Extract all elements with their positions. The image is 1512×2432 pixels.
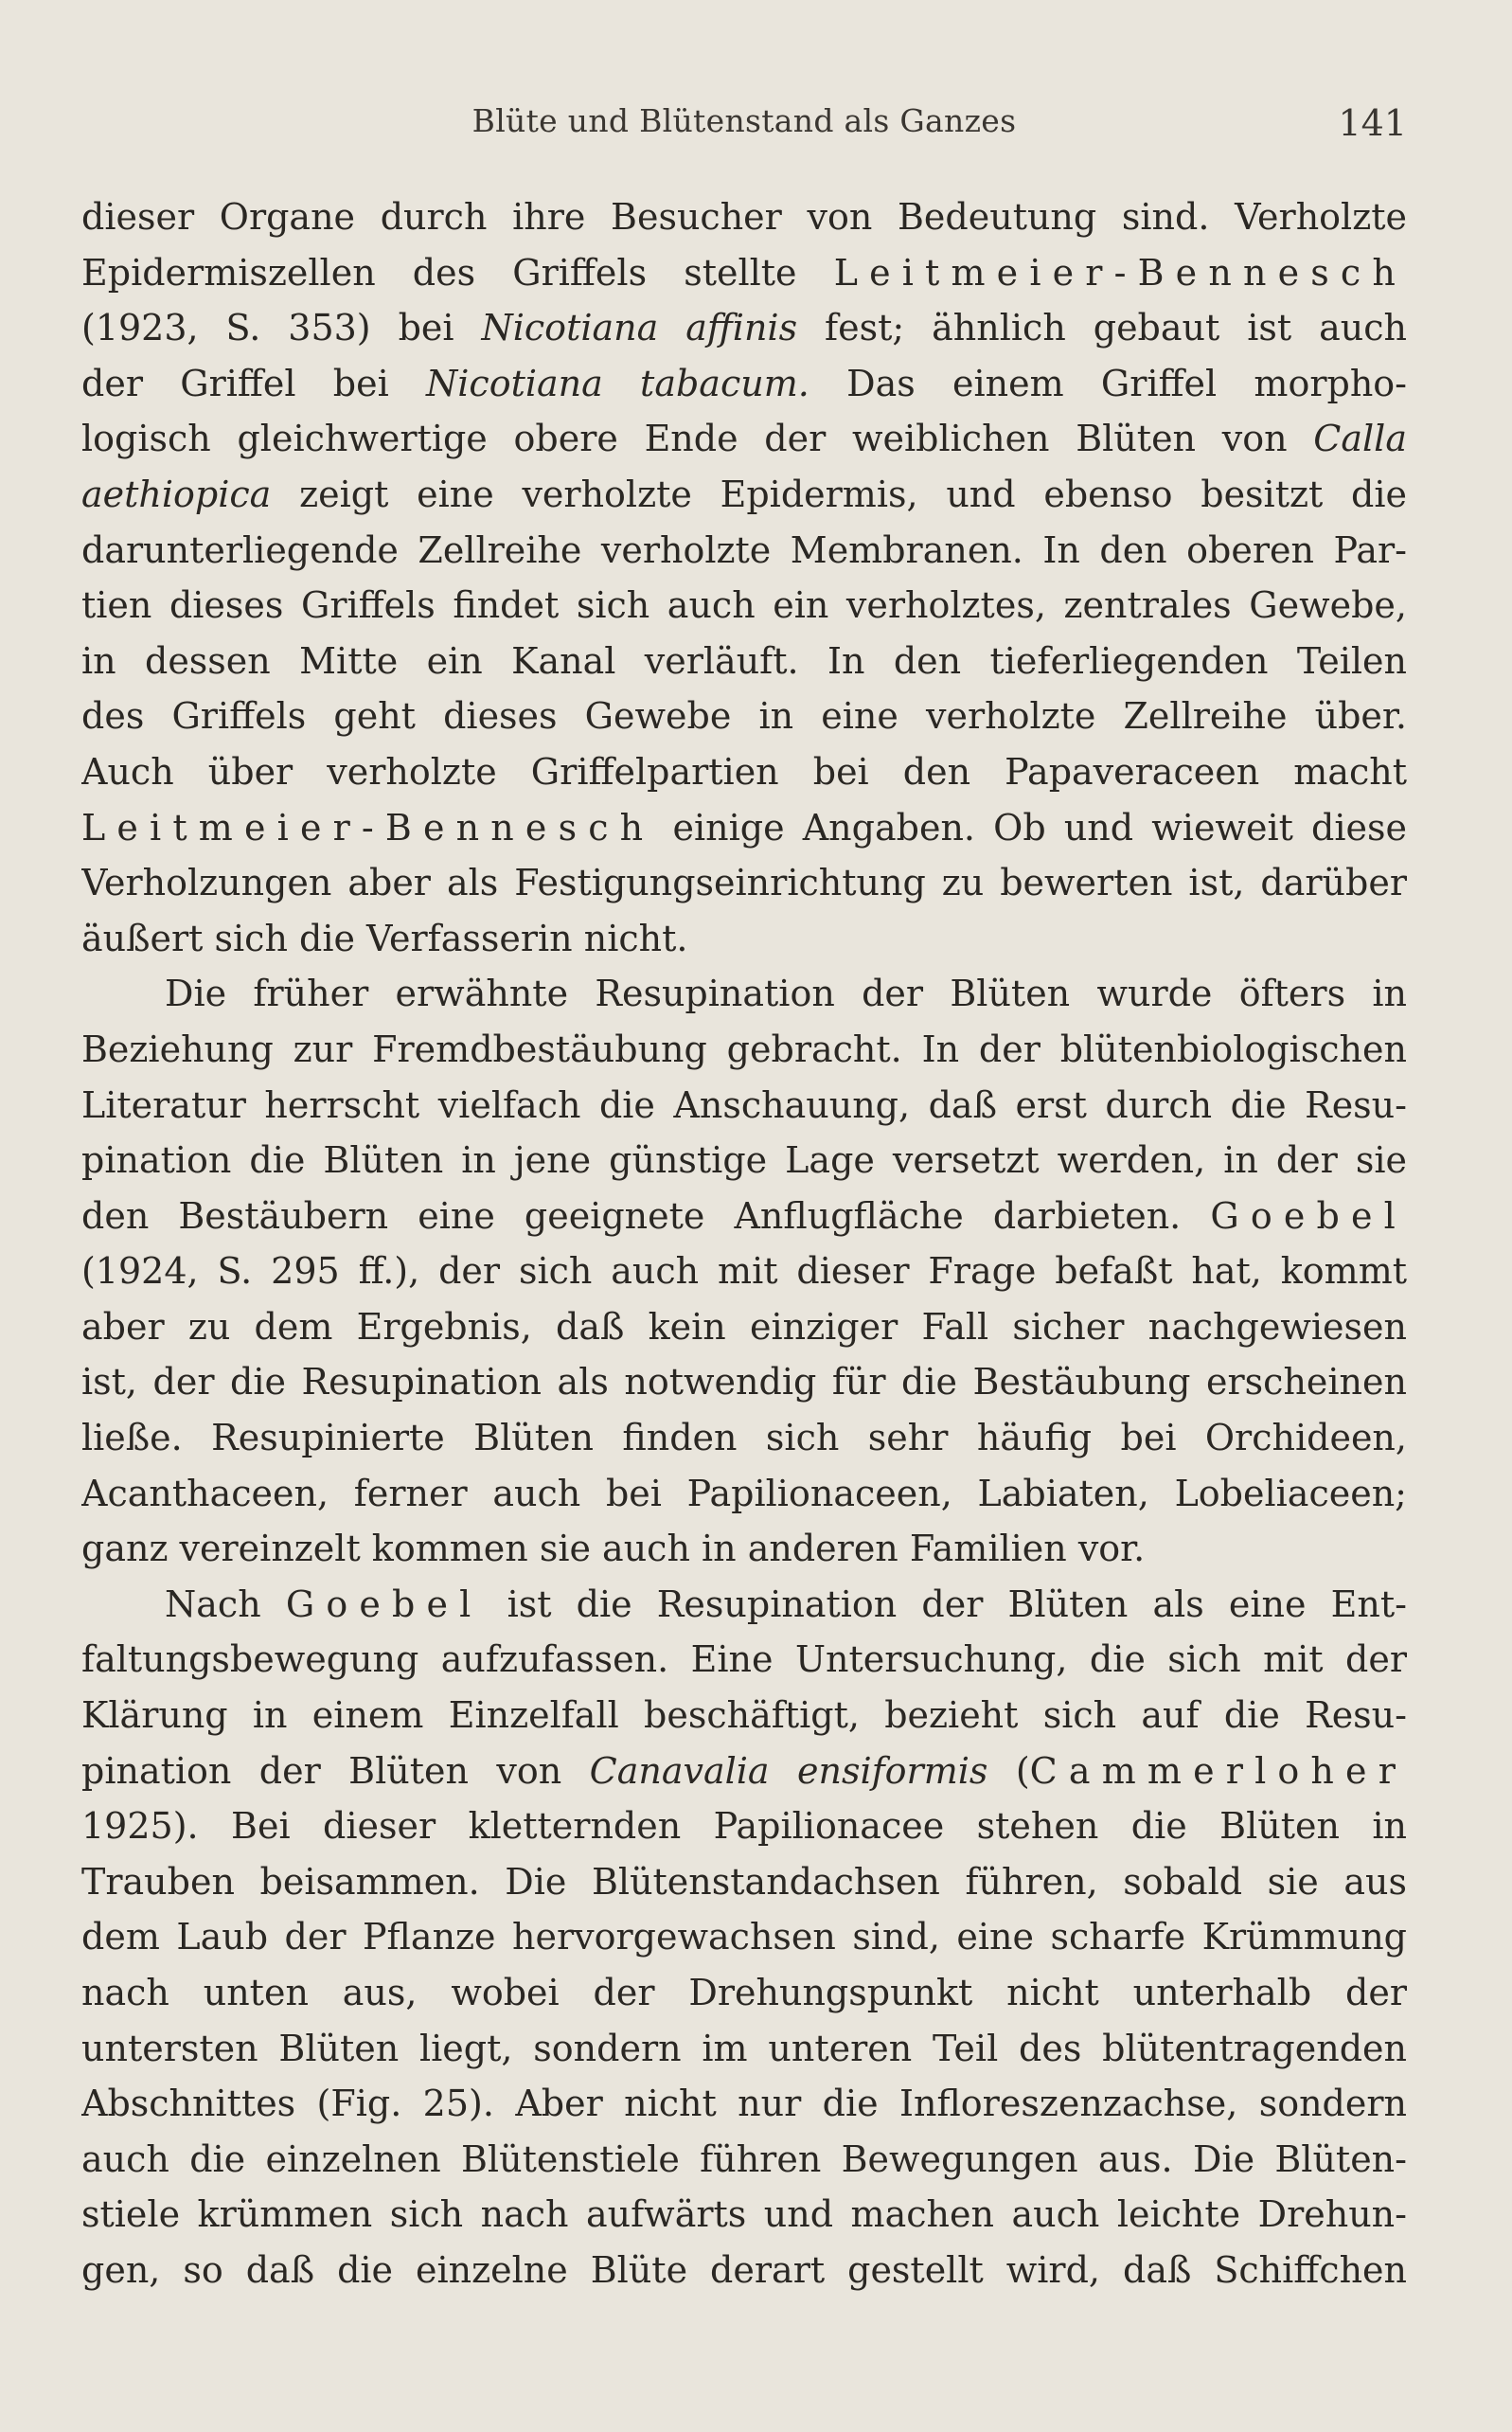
text-run: stiele krümmen sich nach aufwärts und machen auch leichte Drehun- <box>81 2193 1407 2236</box>
text-line <box>81 1022 1407 1078</box>
text-line <box>81 1243 1407 1299</box>
spaced-author-name: Goebel <box>285 1583 483 1625</box>
text-run: Acanthaceen, ferner auch bei Papilionaceen, Labiaten, Lobeliaceen; <box>81 1472 1407 1514</box>
text-line <box>81 2076 1407 2132</box>
running-header <box>81 102 1407 159</box>
spaced-author-name: Cammerloher <box>1029 1749 1407 1792</box>
text-line <box>81 1744 1407 1799</box>
text-run: tien dieses Griffels findet sich auch ein verholztes, zentrales Gewebe, <box>81 584 1407 627</box>
text-run: Die früher erwähnte Resupination der Blüten wurde öfters in <box>165 973 1407 1015</box>
italic-text: Nicotiana tabacum. <box>426 362 809 404</box>
text-line <box>81 1466 1407 1522</box>
text-run: auch die einzelnen Blütenstiele führen Bewegungen aus. Die Blüten- <box>81 2137 1407 2180</box>
text-run: einige Angaben. Ob und wieweit diese <box>654 806 1407 849</box>
text-line <box>81 2243 1407 2298</box>
text-run: Beziehung zur Fremdbestäubung gebracht. In der blütenbiologischen <box>81 1028 1407 1070</box>
spaced-author-name: Leitmeier-Bennesch <box>833 251 1407 294</box>
text-run: logisch gleichwertige obere Ende der weiblichen Blüten von <box>81 418 1314 460</box>
text-run: nach unten aus, wobei der Drehungspunkt nicht unterhalb der <box>81 1972 1407 2013</box>
text-line <box>81 2021 1407 2077</box>
text-line <box>81 2132 1407 2188</box>
text-run: ist die Resupination der Blüten als eine Ent- <box>482 1583 1407 1625</box>
text-run: Verholzungen aber als Festigungseinrichtung zu bewerten ist, darüber <box>81 862 1407 904</box>
text-line <box>81 1410 1407 1466</box>
italic-text: Canavalia ensiformis <box>589 1749 988 1792</box>
text-line <box>81 411 1407 467</box>
text-line <box>81 1688 1407 1744</box>
text-run: Trauben beisammen. Die Blütenstandachsen führen, sobald sie aus <box>81 1860 1407 1903</box>
italic-text: Nicotiana affinis <box>481 307 798 349</box>
text-run: aber zu dem Ergebnis, daß kein einziger Fall sicher nachgewiesen <box>81 1305 1407 1348</box>
text-run: ganz vereinzelt kommen sie auch in anderen Familien vor. <box>81 1528 1146 1570</box>
text-line <box>81 300 1407 356</box>
text-run: 1925). Bei dieser kletternden Papilionacee stehen die Blüten in <box>81 1805 1407 1848</box>
text-run: Abschnittes (Fig. 25). Aber nicht nur die Infloreszenzachse, sondern <box>81 2083 1407 2125</box>
text-run: gen, so daß die einzelne Blüte derart gestellt wird, daß Schiffchen <box>81 2248 1407 2291</box>
text-run: dieser Organe durch ihre Besucher von Bedeutung sind. Verholzte <box>81 196 1407 238</box>
italic-text: aethiopica <box>81 473 272 515</box>
body-text <box>81 189 1407 2298</box>
text-line <box>81 1798 1407 1854</box>
text-line <box>81 911 1407 967</box>
text-line <box>81 1909 1407 1965</box>
text-run: Nach <box>165 1583 286 1625</box>
text-run: (1924, S. 295 ff.), der sich auch mit dieser Frage befaßt hat, kommt <box>81 1250 1407 1293</box>
text-line <box>81 1354 1407 1410</box>
running-title: Blüte und Blütenstand als Ganzes <box>471 102 1017 139</box>
text-line <box>81 1577 1407 1633</box>
text-run: Auch über verholzte Griffelpartien bei den Papaveraceen macht <box>81 750 1407 793</box>
text-run: ist, der die Resupination als notwendig für die Bestäubung erscheinen <box>81 1361 1407 1404</box>
text-run: pination der Blüten von <box>81 1749 590 1792</box>
text-line <box>81 189 1407 245</box>
text-line <box>81 1854 1407 1910</box>
text-line <box>81 800 1407 856</box>
text-line <box>81 1965 1407 2021</box>
text-line <box>81 634 1407 689</box>
page-number: 141 <box>1338 102 1407 144</box>
spaced-author-name: Leitmeier-Bennesch <box>81 806 655 849</box>
text-run: den Bestäubern eine geeignete Anflugfläche darbieten. <box>81 1194 1211 1237</box>
text-run: Literatur herrscht vielfach die Anschauung, daß erst durch die Resu- <box>81 1083 1407 1126</box>
text-line <box>81 2187 1407 2243</box>
text-run: dem Laub der Pflanze hervorgewachsen sind, eine scharfe Krümmung <box>81 1916 1407 1958</box>
text-run: ( <box>987 1749 1030 1792</box>
text-run: Epidermiszellen des Griffels stellte <box>81 251 834 294</box>
text-line <box>81 578 1407 634</box>
text-run: (1923, S. 353) bei <box>81 307 482 349</box>
text-line <box>81 744 1407 800</box>
text-run: des Griffels geht dieses Gewebe in eine verholzte Zellreihe über. <box>81 695 1407 738</box>
text-run: zeigt eine verholzte Epidermis, und ebenso besitzt die <box>271 473 1407 515</box>
text-run: in dessen Mitte ein Kanal verläuft. In den tieferliegenden Teilen <box>81 639 1407 682</box>
text-line <box>81 1521 1407 1577</box>
text-run: Klärung in einem Einzelfall beschäftigt, bezieht sich auf die Resu- <box>81 1694 1407 1737</box>
text-line <box>81 1133 1407 1189</box>
text-line <box>81 1189 1407 1244</box>
spaced-author-name: Goebel <box>1210 1194 1407 1237</box>
text-line <box>81 1299 1407 1355</box>
text-line <box>81 855 1407 911</box>
text-run: darunterliegende Zellreihe verholzte Membranen. In den oberen Par- <box>81 528 1407 571</box>
text-line <box>81 523 1407 579</box>
text-line <box>81 245 1407 301</box>
text-run: untersten Blüten liegt, sondern im unteren Teil des blütentragenden <box>81 2027 1407 2069</box>
text-run: fest; ähnlich gebaut ist auch <box>797 307 1407 349</box>
text-line <box>81 467 1407 523</box>
text-run: faltungsbewegung aufzufassen. Eine Untersuchung, die sich mit der <box>81 1638 1407 1681</box>
text-line <box>81 1078 1407 1134</box>
text-line <box>81 1632 1407 1688</box>
italic-text: Calla <box>1313 418 1407 460</box>
text-run: Das einem Griffel morpho- <box>809 362 1407 404</box>
text-run: der Griffel bei <box>81 362 427 404</box>
text-line <box>81 688 1407 744</box>
text-run: ließe. Resupinierte Blüten finden sich sehr häufig bei Orchideen, <box>81 1417 1407 1459</box>
text-line <box>81 966 1407 1022</box>
text-run: pination die Blüten in jene günstige Lage versetzt werden, in der sie <box>81 1139 1407 1182</box>
text-run: äußert sich die Verfasserin nicht. <box>81 917 688 959</box>
text-line <box>81 356 1407 412</box>
